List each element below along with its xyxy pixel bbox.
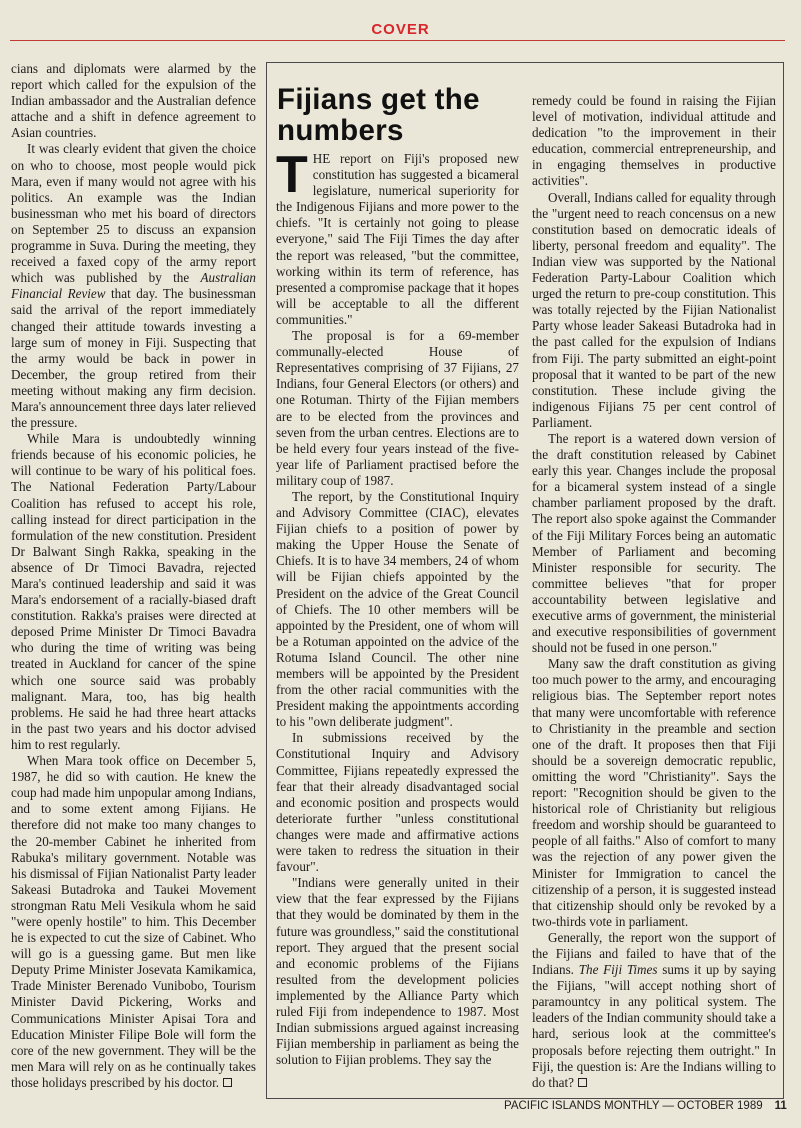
publication-line: PACIFIC ISLANDS MONTHLY — OCTOBER 1989 (504, 1100, 763, 1112)
right-paragraph-4: Many saw the draft constitution as giving too much power to the army, and encouraging religious bias. The September report notes that many were uncomfortable with reference to Christianity in the preamble and section one of the draft. It proposes then that Fiji should be a sovereign democratic republic, omitting the word "Christianity". Says the report: "Recognition should be given to the historical role of Christianity but religious freedom and worship should be guaranteed to people of all faiths." Also of comfort to many was the rejection of any power given the Minister for Immigration to cancel the citizenship of a person, it is suggested instead that citizenship should only be revoked by a two-thirds vote in parliament. (532, 656, 776, 929)
right-column (532, 93, 776, 1091)
publication-name: The Fiji Times (578, 962, 658, 978)
section-label: COVER (371, 21, 430, 38)
publication-name: Australian Financial Review (11, 270, 257, 302)
page-number: 11 (774, 1100, 787, 1112)
left-paragraph-1: cians and diplomats were alarmed by the report which called for the expulsion of the Indian ambassador and the Australian defence attache and a shift in defence agreement to Asian countries. (11, 61, 256, 141)
left-paragraph-3: While Mara is undoubtedly winning friends because of his economic policies, he will continue to be wary of his political foes. The National Federation Party/Labour Coalition has refused to accept his role, calling instead for direct participation in the formulation of the new constitution. President Dr Balwant Singh Rakka, speaking in the absence of Dr Timoci Bavadra, rejected Mara's continued leadership and said it was Mara's endorsement of a racially-biased draft constitution. Rakka's praises were directed at deposed Prime Minister Dr Timoci Bavadra who during the time of writing was being treated in Auckland for cancer of the spine which one source said was probably malignant. Mara, too, has big health problems. He said he had three heart attacks in the past two years and his doctor advised him to rest regularly. (11, 431, 256, 752)
right-paragraph-2: Overall, Indians called for equality through the "urgent need to reach concensus on a new constitution based on democratic ideals of liberty, personal freedom and equality". The Indian view was supported by the National Federation Party-Labour Coalition which urged the return to pre-coup constitution. This was totally rejected by the Fijian Nationalist Party whose leader Sakeasi Butadroka had in the past called for the expulsion of Indians from Fiji. The party submitted an eight-point proposal that it wanted to be part of the new constitution. These include giving the indigenous Fijians 75 per cent control of Parliament. (532, 189, 776, 430)
header-rule (10, 40, 785, 41)
middle-column (276, 146, 519, 1068)
left-column (11, 61, 256, 1091)
left-paragraph-4: When Mara took office on December 5, 1987, he did so with caution. He knew the coup had made him unpopular among Indians, and to some extent among Fijians. He therefore did not make too many changes to the 20-member Cabinet he inherited from Rabuka's military government. Notable was his dismissal of Fijian Nationalist Party leader Sakeasi Butadroka and Taukei Movement strongman Ratu Meli Vesikula whom he said "were openly hostile" to him. This December he is expected to cut the size of Cabinet. Who will go is a guessing game. But men like Deputy Prime Minister Josevata Kamikamica, Trade Minister Berenado Vunibobo, Tourism Minister David Pickering, Works and Communications Minister Apisai Tora and Education Minister Filipe Bole will form the core of the new government. They will be the men Mara will rely on as he continually takes those holidays prescribed by his doctor. (11, 753, 256, 1090)
middle-paragraph-1: THE report on Fiji's proposed new constitution has suggested a bicameral legislature, numerical superiority for the Indigenous Fijians and more power to the chiefs. "It is certainly not going to please everyone," said The Fiji Times the day after the report was released, "but the committee, working within its term of reference, has presented a compromise package that it hopes will be acceptable to all the different communities." (276, 146, 519, 327)
right-paragraph-5: Generally, the report won the support of the Fijians and failed to have that of the Indians. The Fiji Times sums it up by saying the Fijians, "will accept nothing short of paramountcy in any political system. The leaders of the Indian community should take a hard, serious look at the committee's proposals before rejecting them outright." In Fiji, the question is: Are the Indians willing to do that? (532, 929, 776, 1090)
left-paragraph-2: It was clearly evident that given the choice on who to choose, most people would pick Mara, even if many would not agree with his politics. An example was the Indian businessman who met his board of directors on September 25 to discuss an expansion programme in Suva. During the meeting, they received a faxed copy of the army report which was published by the Australian Financial Review that day. The businessman said the arrival of the report immediately changed their attitude towards investing a large sum of money in Fiji. Suspecting that the army would be back in power in December, the group retired from their meeting without making any firm decision. Mara's announcement three days later relieved the pressure. (11, 141, 257, 431)
middle-paragraph-5: "Indians were generally united in their view that the fear expressed by the Fijians that they would be dominated by them in the future was groundless," said the constitutional report. They argued that the present social and economic problems of the Fijians resulted from the development policies implemented by the Alliance Party which ruled Fiji from independence to 1987. Most Indian submissions argued against increasing Fijian membership in parliament as being the solution to Fijian problems. They say the (276, 875, 519, 1068)
right-paragraph-3: The report is a watered down version of the draft constitution released by Cabinet early this year. Changes include the proposal for a bicameral system instead of a single chamber parliament proposed by the draft. The report also spoke against the Commander of the Fiji Military Forces being an automatic Member of Parliament and becoming Minister responsible for security. The committee believes "that for proper accountability between legislative and executive arms of government, the ministerial and executive responsibilities of government should not be fused in one person." (532, 430, 776, 656)
article-headline: Fijians get the numbers (277, 83, 480, 147)
middle-paragraph-3: The report, by the Constitutional Inquiry and Advisory Committee (CIAC), elevates Fijian chiefs to a position of power by making the Upper House the Senate of Chiefs. It is to have 34 members, 24 of whom will be Fijian chiefs appointed by the President on the advice of the Great Council of Chiefs. The 10 other members will be appointed by the President, one of whom will be a Rotuman appointed on the advice of the Rotuma Island Council. The other nine members will be appointed by the President from the other racial communities with the President making the appointments according to his "own deliberate judgment". (276, 488, 519, 730)
right-paragraph-1: remedy could be found in raising the Fijian level of motivation, individual attitude and dedication "to the improvement in their education, commercial entrepreneurship, and in engaging themselves in productive activities". (532, 93, 776, 189)
middle-paragraph-4: In submissions received by the Constitutional Inquiry and Advisory Committee, Fijians repeatedly expressed the fear that their already disadvantaged social and economic position and prospects would deteriorate further "unless constitutional changes were made and affirmative actions were taken to redress the situation in their favour". (276, 730, 519, 875)
middle-paragraph-2: The proposal is for a 69-member communally-elected House of Representatives comprising of 37 Fijians, 27 Indians, four General Electors (or others) and one Rotuman. Thirty of the Fijian members are to be elected from the provinces and seven from the urban centres. Elections are to be held every four years instead of the five-year life of Parliament practised before the military coup of 1987. (276, 328, 519, 488)
end-mark (223, 1078, 232, 1087)
page-footer (504, 1100, 786, 1112)
end-mark (578, 1078, 587, 1087)
drop-cap: T (276, 146, 308, 204)
